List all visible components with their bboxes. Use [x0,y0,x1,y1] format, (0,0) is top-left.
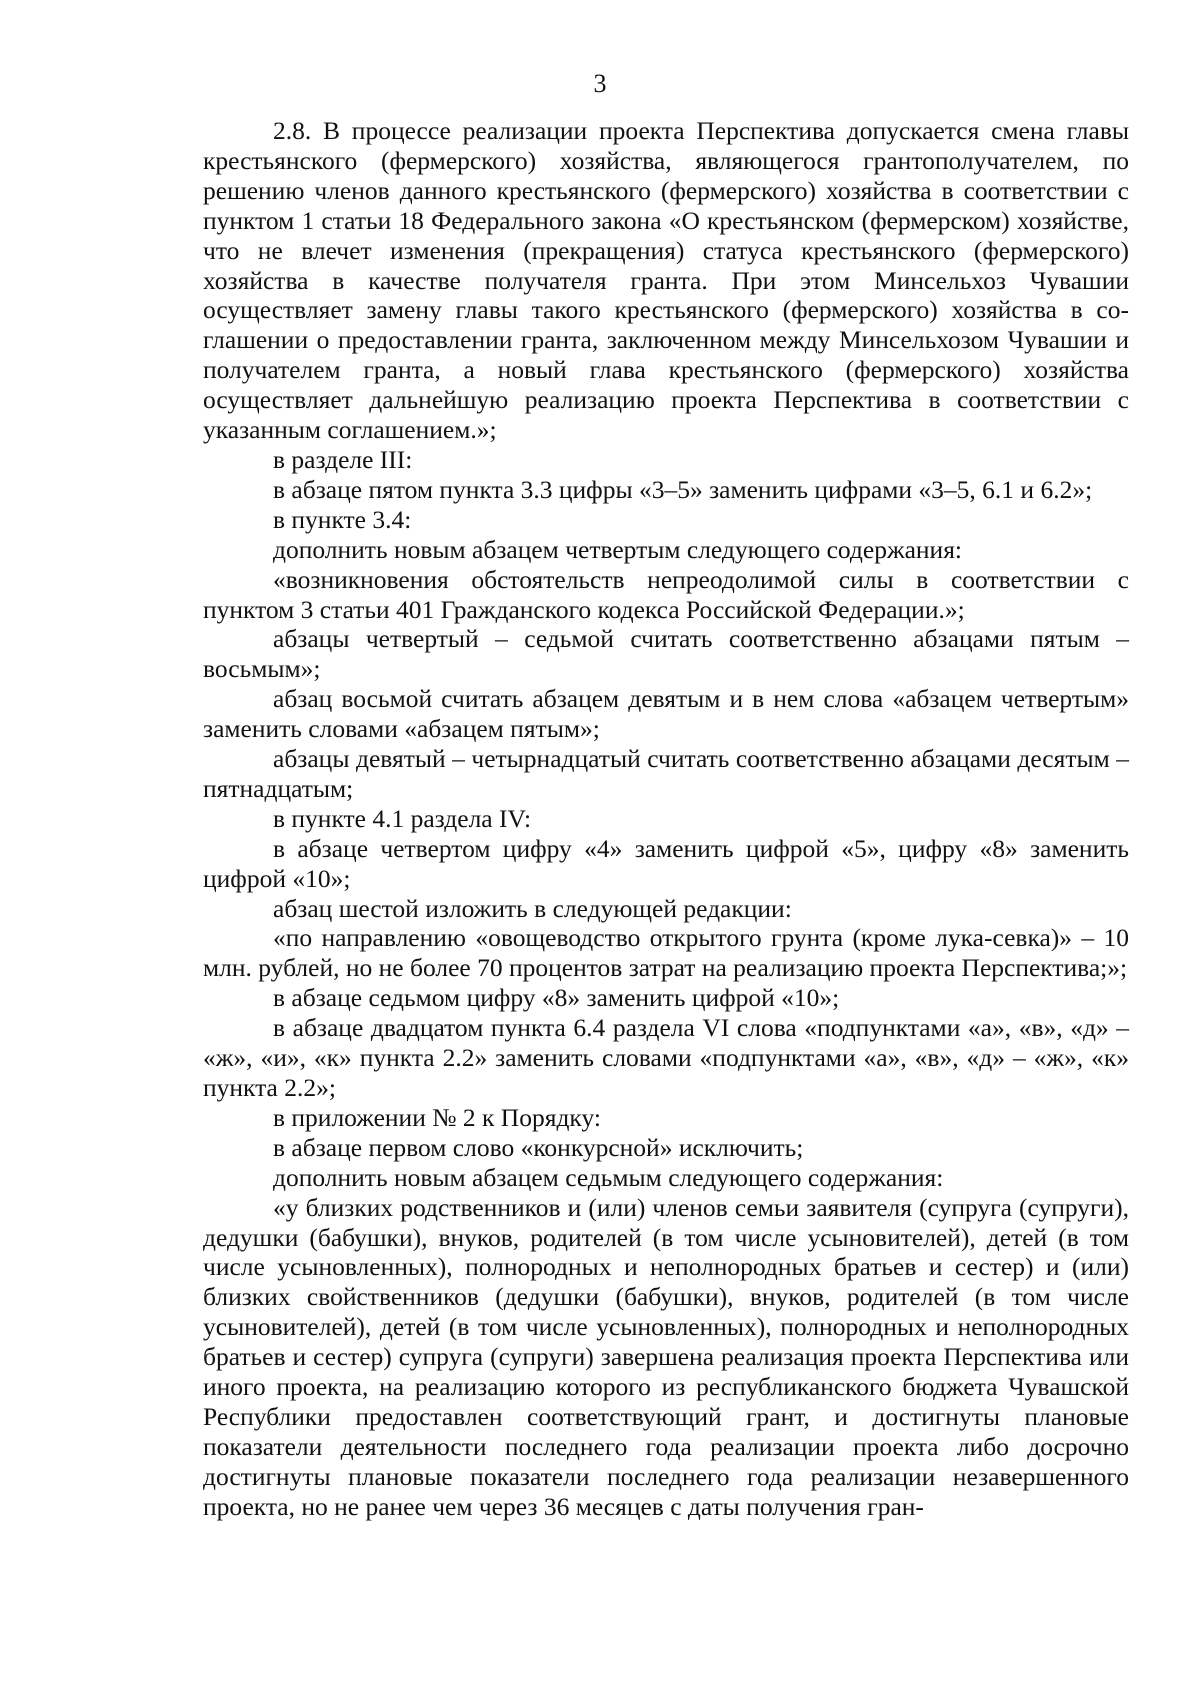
paragraph-add-seventh: дополнить новым абзацем седьмым следующего содержания: [273,1162,944,1192]
paragraph-appendix-2: в приложении № 2 к Порядку: [273,1102,601,1132]
document-body [203,116,1129,1522]
paragraph-sixth-restate: абзац шестой изложить в следующей редакции: [273,893,792,923]
paragraph-section-iii: в разделе III: [273,444,413,474]
paragraph-3-3-edit: в абзаце пятом пункта 3.3 цифры «3–5» заменить цифрами «3–5, 6.1 и 6.2»; [273,474,1093,504]
paragraph-renumber-4-7: абзацы четвертый – седьмой считать соответственно абзацами пятым – восьмым»; [203,624,1129,684]
paragraph-4-1-fourth-edit: в абзаце четвертом цифру «4» заменить цифрой «5», цифру «8» заменить цифрой «10»; [203,833,1129,893]
paragraph-renumber-9-14: абзацы девятый – четырнадцатый считать соответственно абзацами десятым – пятнадцатым; [203,744,1129,803]
paragraph-add-fourth: дополнить новым абзацем четвертым следующего содержания: [273,534,963,564]
paragraph-force-majeure: «возникновения обстоятельств непреодолимой силы в соответствии с пунктом 3 статьи 401 Гражданского кодекса Российской Федерации.»; [203,564,1129,624]
paragraph-6-4-edit: в абзаце двадцатом пункта 6.4 раздела VI слова «подпунктами «а», «в», «д» – «ж», «и», «к» пункта 2.2» заменить словами «подпунктами «а», «в», «д» – «ж», «к» пункта 2.2»; [203,1013,1129,1102]
paragraph-renumber-8: абзац восьмой считать абзацем девятым и в нем слова «абзацем четвертым» заменить словами «абзацем пятым»; [203,684,1129,744]
paragraph-seventh-edit: в абзаце седьмом цифру «8» заменить цифрой «10»; [273,983,840,1013]
paragraph-remove-word: в абзаце первом слово «конкурсной» исключить; [273,1132,804,1162]
paragraph-relatives-clause: «у близких родственников и (или) членов семьи заявителя (супруга (супруги), дедушки (бабушки), внуков, родителей (в том числе усыновителей), детей (в том числе усыновленных), полнородных и неполнородных братьев и сестер) и (или) близких свойственников (дедушки (бабушки), внуков, родителей (в том числе усыновителей), детей (в том числе усыновленных), полнородных и неполнородных братьев и сестер) супруга (супруги) завершена реализация проекта Перспектива или иного проекта, на реализацию которого из республиканского бюджета Чувашской Республики предоставлен соответствующий грант, и достигнуты плановые показатели деятельности последнего года реализации проекта либо досрочно достигнуты плановые показатели последнего года реализации незавершенного проекта, но не ранее чем через 36 месяцев с даты получения гран- [203,1192,1129,1521]
paragraph-4-1-section-iv: в пункте 4.1 раздела IV: [273,803,532,833]
paragraph-vegetables-grant: «по направлению «овощеводство открытого грунта (кроме лука-севка)» – 10 млн. рублей, но не более 70 процентов затрат на реализацию проекта Перспектива;»; [203,923,1129,983]
page-number: 3 [593,69,607,98]
paragraph-2-8: 2.8. В процессе реализации проекта Перспектива допускается смена главы крестьянского (фермерского) хозяйства, являющегося грантополучателем, по решению членов данного крестьянского (фермерского) хозяйства в соответствии с пунктом 1 статьи 18 Федерального закона «О крестьянском (фермерском) хозяйстве, что не влечет изменения (прекращения) статуса крестьянского (фермерского) хозяйства в качестве получателя гранта. При этом Минсельхоз Чувашии осуществляет замену главы такого крестьянского (фермерского) хозяйства в соглашении о предоставлении гранта, заключенном между Минсельхозом Чувашии и получателем гранта, а новый глава крестьянского (фермерского) хозяйства осуществляет дальнейшую реализацию проекта Перспектива в соответствии с указанным соглашением.»; [203,116,1129,445]
paragraph-3-4: в пункте 3.4: [273,504,412,534]
